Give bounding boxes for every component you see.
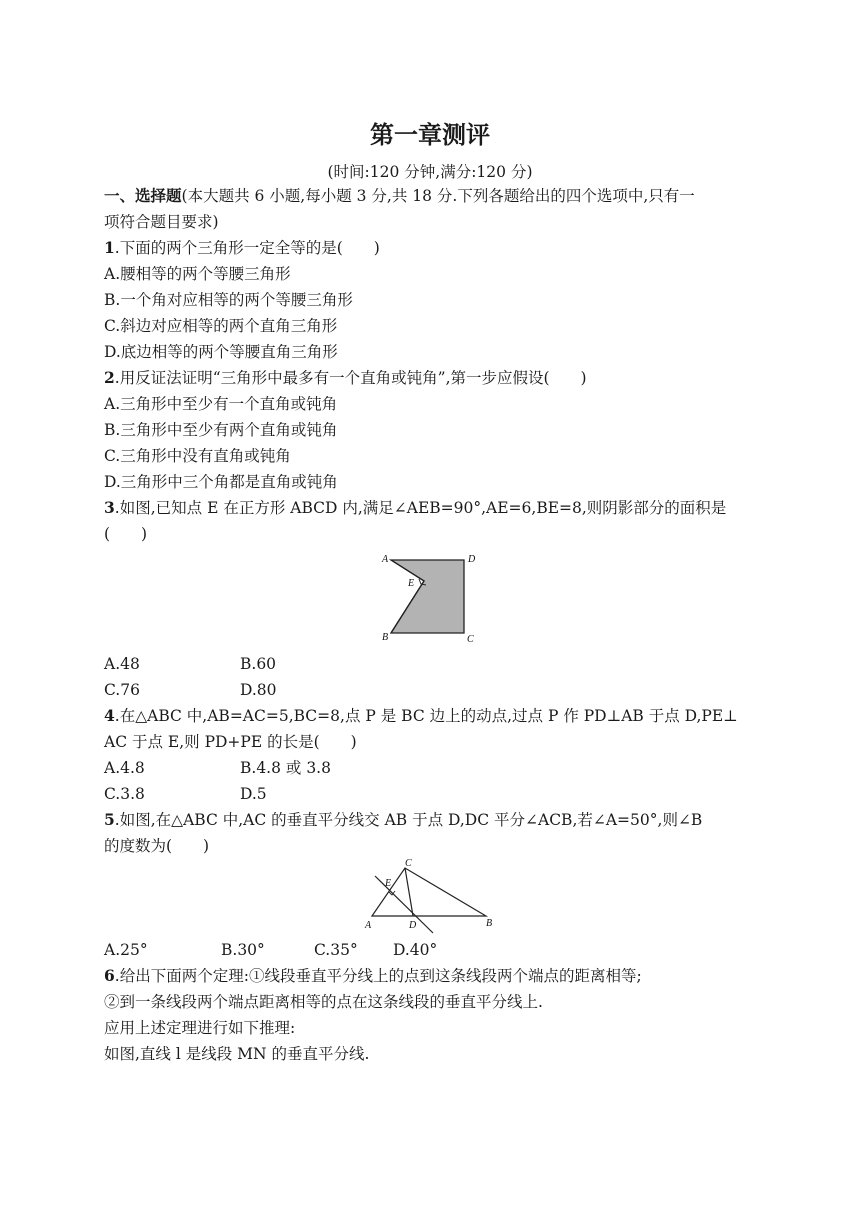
question-3-stem-cont: ( ) (104, 525, 148, 543)
q5-option-a: A.25° (104, 941, 148, 959)
question-5-stem-cont: 的度数为( ) (104, 837, 210, 855)
vertex-label-c: C (405, 858, 412, 869)
question-number: 4 (104, 706, 115, 725)
vertex-label-b: B (486, 918, 493, 929)
q4-option-a: A.4.8 (104, 759, 145, 777)
vertex-label-c: C (467, 634, 474, 645)
question-6-stem (104, 966, 642, 986)
question-text: .如图,在△ABC 中,AC 的垂直平分线交 AB 于点 D,DC 平分∠ACB,若∠A=50°,则∠B (114, 811, 703, 829)
question-6-stem-3: 应用上述定理进行如下推理: (104, 1019, 296, 1037)
q3-option-d: D.80 (240, 681, 277, 699)
point-label-d: D (409, 920, 417, 931)
perpendicular-bisector (375, 876, 433, 933)
q2-option-c: C.三角形中没有直角或钝角 (104, 447, 291, 465)
vertex-label-a: A (382, 554, 389, 565)
shaded-region (391, 560, 464, 633)
q2-option-d: D.三角形中三个角都是直角或钝角 (104, 473, 338, 491)
question-5-stem (104, 810, 702, 830)
q2-option-b: B.三角形中至少有两个直角或钝角 (104, 421, 338, 439)
q3-options-row1 (104, 654, 140, 674)
exam-info: (时间:120 分钟,满分:120 分) (327, 163, 533, 181)
q1-option-c: C.斜边对应相等的两个直角三角形 (104, 317, 338, 335)
triangle-figure (355, 856, 510, 934)
section-description-cont: 项符合题目要求) (104, 213, 219, 231)
q3-option-a: A.48 (104, 655, 140, 673)
question-1-stem (104, 238, 380, 258)
point-label-e: E (385, 878, 392, 889)
question-4-stem-cont: AC 于点 E,则 PD+PE 的长是( ) (104, 733, 357, 751)
q4-option-d: D.5 (240, 785, 267, 803)
section-heading: 一、选择题 (104, 187, 182, 205)
q2-option-a: A.三角形中至少有一个直角或钝角 (104, 395, 338, 413)
q5-option-b: B.30° (221, 941, 265, 959)
q4-option-c: C.3.8 (104, 785, 145, 803)
vertex-label-a: A (365, 920, 372, 931)
point-label-e: E (408, 578, 415, 589)
q5-option-d: D.40° (393, 941, 438, 959)
q1-option-d: D.底边相等的两个等腰直角三角形 (104, 343, 338, 361)
q1-option-b: B.一个角对应相等的两个等腰三角形 (104, 291, 353, 309)
section-choice (104, 186, 695, 206)
vertex-label-d: D (468, 554, 476, 565)
q4-option-b: B.4.8 或 3.8 (240, 759, 331, 777)
question-number: 2 (104, 368, 115, 387)
question-number: 6 (104, 966, 115, 985)
question-number: 3 (104, 498, 115, 517)
question-text: .下面的两个三角形一定全等的是( ) (114, 239, 380, 257)
square-figure (374, 548, 484, 648)
question-text: .用反证法证明“三角形中最多有一个直角或钝角”,第一步应假设( ) (114, 369, 587, 387)
question-number: 5 (104, 810, 115, 829)
question-2-stem (104, 368, 587, 388)
q3-option-c: C.76 (104, 681, 140, 699)
question-6-stem-2: ②到一条线段两个端点距离相等的点在这条线段的垂直平分线上. (104, 993, 543, 1011)
question-text: .如图,已知点 E 在正方形 ABCD 内,满足∠AEB=90°,AE=6,BE=8,则阴影部分的面积是 (114, 499, 727, 517)
question-3-stem (104, 498, 726, 518)
q1-option-a: A.腰相等的两个等腰三角形 (104, 265, 291, 283)
question-4-stem (104, 706, 738, 726)
section-description: (本大题共 6 小题,每小题 3 分,共 18 分.下列各题给出的四个选项中,只有一 (181, 187, 695, 205)
question-text: .给出下面两个定理:①线段垂直平分线上的点到这条线段两个端点的距离相等; (114, 967, 642, 985)
q3-option-b: B.60 (240, 655, 277, 673)
vertex-label-b: B (382, 632, 389, 643)
page-title: 第一章测评 (370, 121, 490, 149)
question-number: 1 (104, 238, 115, 257)
question-6-stem-4: 如图,直线 l 是线段 MN 的垂直平分线. (104, 1045, 370, 1063)
question-text: .在△ABC 中,AB=AC=5,BC=8,点 P 是 BC 边上的动点,过点 P 作 PD⊥AB 于点 D,PE⊥ (114, 707, 738, 725)
q5-option-c: C.35° (314, 941, 358, 959)
